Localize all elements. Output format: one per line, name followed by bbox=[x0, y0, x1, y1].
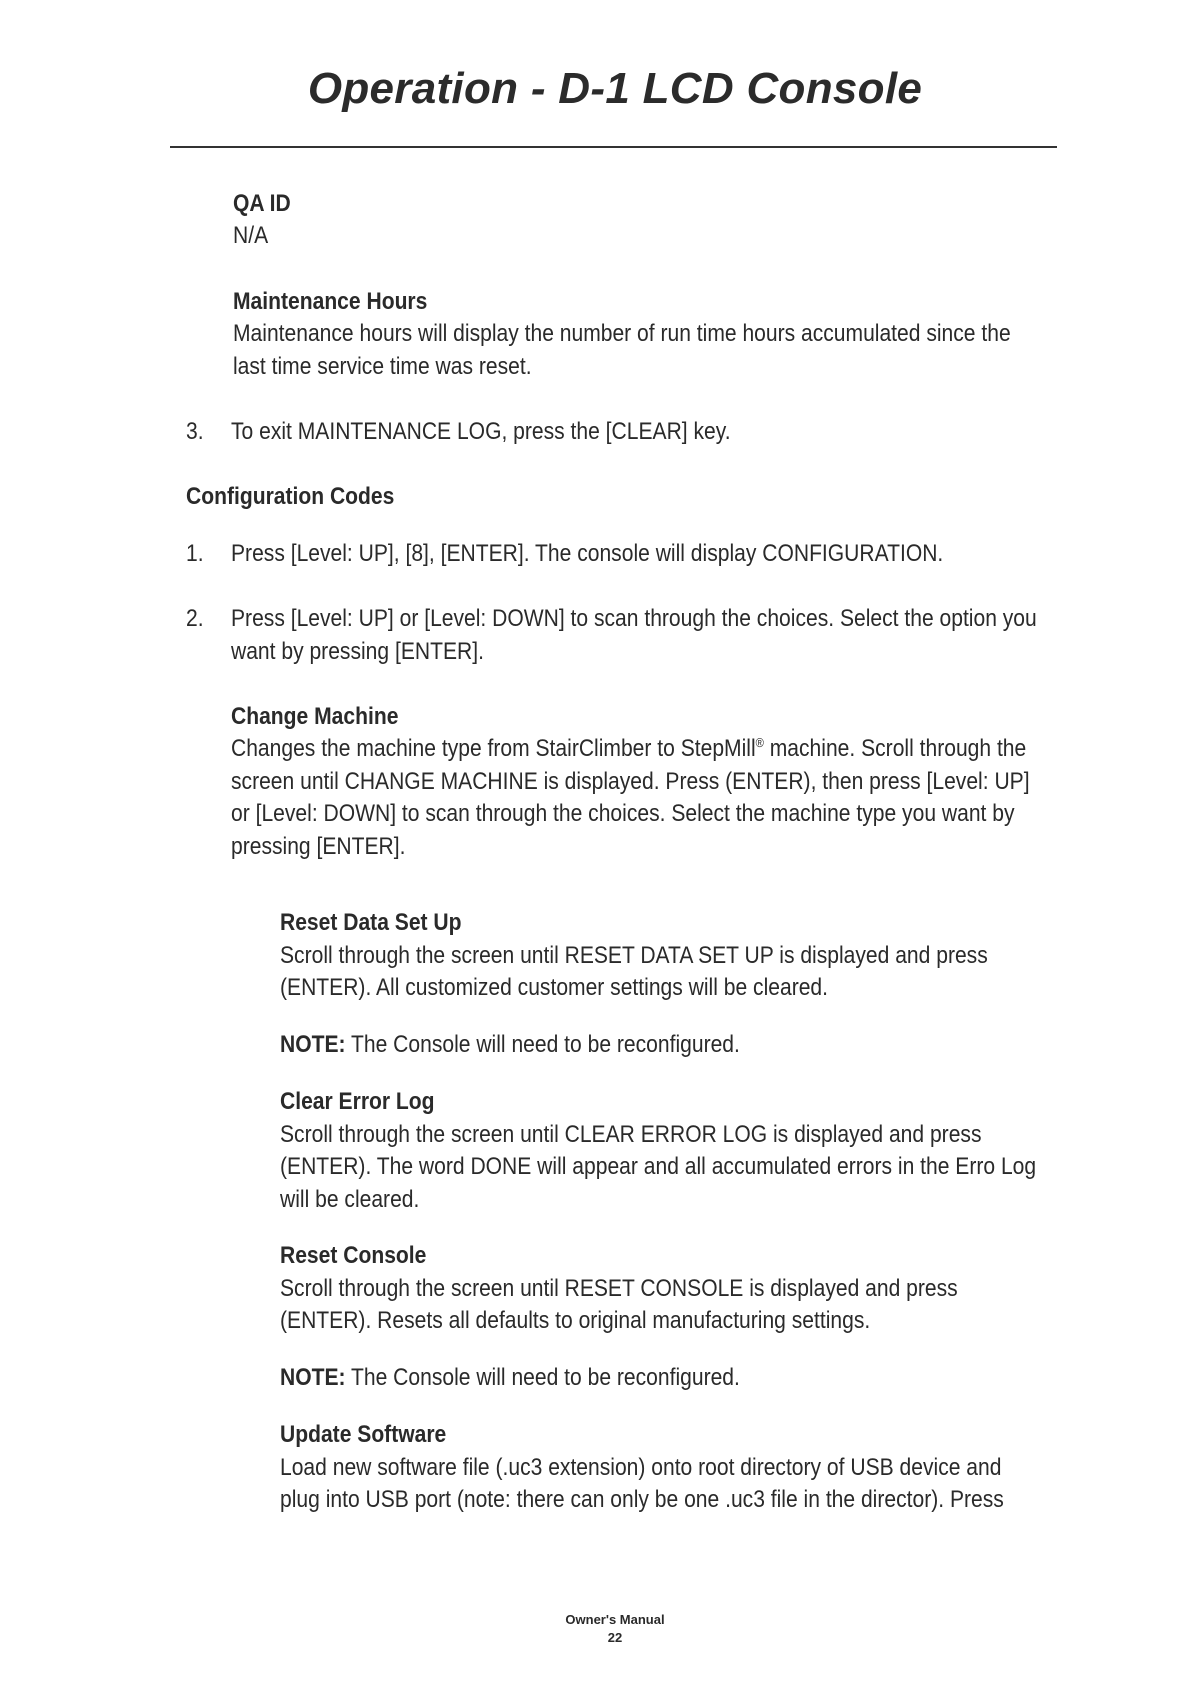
update-software-heading: Update Software bbox=[280, 1421, 447, 1448]
note-text: The Console will need to be reconfigured. bbox=[345, 1364, 740, 1391]
update-software-text-line: plug into USB port (note: there can only be one .uc3 file in the director). Press bbox=[280, 1486, 1004, 1513]
step-text-line: want by pressing [ENTER]. bbox=[231, 638, 484, 665]
note-text: The Console will need to be reconfigured. bbox=[345, 1031, 740, 1058]
change-machine-text-line: pressing [ENTER]. bbox=[231, 833, 406, 860]
reset-console-text-line: (ENTER). Resets all defaults to original manufacturing settings. bbox=[280, 1307, 871, 1334]
change-machine-text-line: screen until CHANGE MACHINE is displayed. Press (ENTER), then press [Level: UP] bbox=[231, 768, 1030, 795]
reset-console-text-line: Scroll through the screen until RESET CONSOLE is displayed and press bbox=[280, 1275, 958, 1302]
reset-data-heading: Reset Data Set Up bbox=[280, 909, 462, 936]
qa-id-heading: QA ID bbox=[233, 190, 291, 217]
maintenance-hours-text-line: Maintenance hours will display the number of run time hours accumulated since the bbox=[233, 320, 1011, 347]
step-number: 2. bbox=[186, 605, 204, 632]
change-machine-text-b: machine. Scroll through the bbox=[763, 735, 1027, 762]
step-text: Press [Level: UP], [8], [ENTER]. The console will display CONFIGURATION. bbox=[231, 540, 944, 567]
change-machine-text-line: or [Level: DOWN] to scan through the choices. Select the machine type you want by bbox=[231, 800, 1015, 827]
maintenance-hours-heading: Maintenance Hours bbox=[233, 288, 428, 315]
update-software-text-line: Load new software file (.uc3 extension) onto root directory of USB device and bbox=[280, 1454, 1002, 1481]
reset-console-heading: Reset Console bbox=[280, 1242, 427, 1269]
page-number: 22 bbox=[607, 1630, 623, 1645]
qa-id-value: N/A bbox=[233, 222, 269, 249]
step-number: 3. bbox=[186, 418, 204, 445]
note bbox=[280, 1029, 740, 1062]
step-number: 1. bbox=[186, 540, 204, 567]
change-machine-text-line bbox=[231, 733, 1026, 766]
change-machine-heading: Change Machine bbox=[231, 703, 399, 730]
note bbox=[280, 1362, 740, 1395]
clear-error-log-text-line: Scroll through the screen until CLEAR ERROR LOG is displayed and press bbox=[280, 1121, 982, 1148]
reset-data-text-line: (ENTER). All customized customer settings will be cleared. bbox=[280, 974, 829, 1001]
maintenance-hours-text-line: last time service time was reset. bbox=[233, 353, 532, 380]
clear-error-log-heading: Clear Error Log bbox=[280, 1088, 435, 1115]
clear-error-log-text-line: (ENTER). The word DONE will appear and all accumulated errors in the Erro Log bbox=[280, 1153, 1037, 1180]
step-text: To exit MAINTENANCE LOG, press the [CLEAR] key. bbox=[231, 418, 731, 445]
note-label: NOTE: bbox=[280, 1364, 346, 1391]
configuration-codes-heading: Configuration Codes bbox=[186, 483, 395, 510]
title-divider bbox=[170, 146, 1057, 148]
reset-data-text-line: Scroll through the screen until RESET DATA SET UP is displayed and press bbox=[280, 942, 988, 969]
change-machine-text-a: Changes the machine type from StairClimber to StepMill bbox=[231, 735, 756, 762]
footer-manual: Owner's Manual bbox=[565, 1612, 665, 1627]
page-title: Operation - D-1 LCD Console bbox=[307, 64, 923, 113]
registered-mark: ® bbox=[755, 735, 764, 750]
note-label: NOTE: bbox=[280, 1031, 346, 1058]
clear-error-log-text-line: will be cleared. bbox=[280, 1186, 420, 1213]
step-text-line: Press [Level: UP] or [Level: DOWN] to scan through the choices. Select the option you bbox=[231, 605, 1037, 632]
